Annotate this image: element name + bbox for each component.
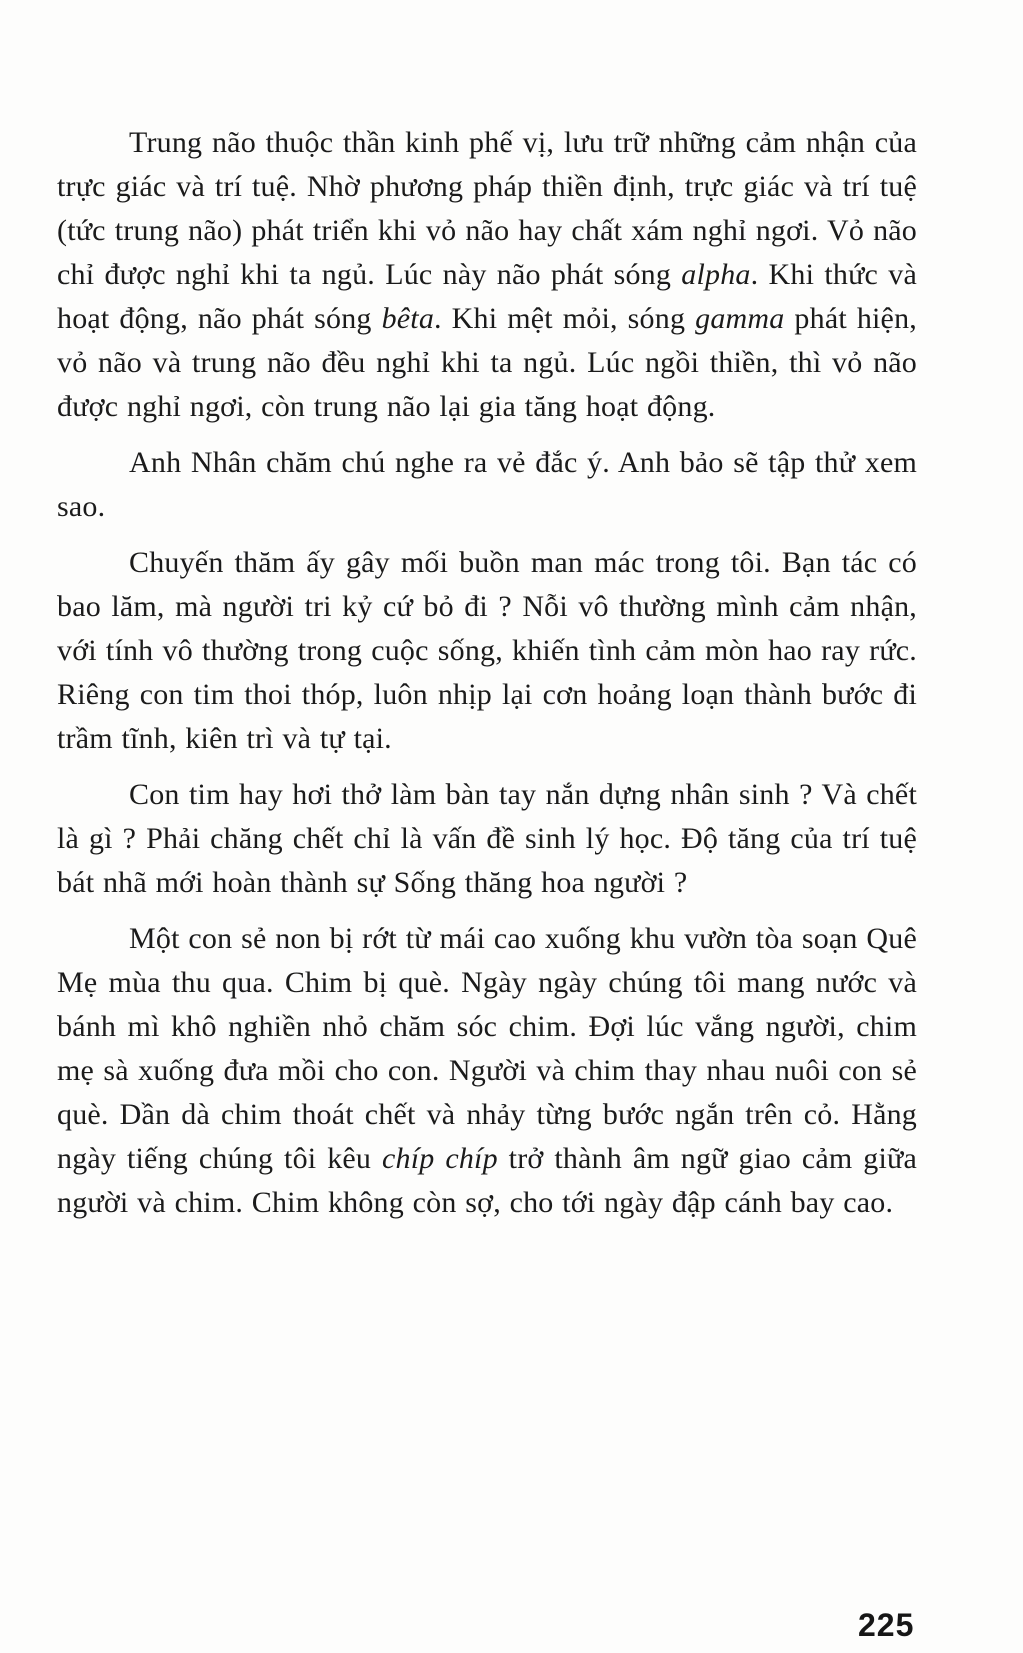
text-run: Con tim hay hơi thở làm bàn tay nắn dựng nhân sinh ? Và chết là gì ? Phải chăng chết chỉ là vấn đề sinh lý học. Độ tăng của trí tuệ bát nhã mới hoàn thành sự Sống thăng hoa người ?: [57, 778, 917, 899]
italic-text-run: alpha: [681, 258, 751, 291]
text-run: Trung não thuộc thần kinh phế vị, lưu trữ những cảm nhận của trực giác và trí tuệ. Nhờ phương pháp thiền định, trực giác và trí tuệ (tức trung não) phát triển khi vỏ não hay chất xám nghỉ ngơi. Vỏ não chỉ được nghỉ khi ta ngủ. Lúc này não phát sóng: [57, 126, 917, 291]
page-body-text: [57, 121, 917, 1225]
page-number: 225: [858, 1607, 915, 1643]
text-run: Một con sẻ non bị rớt từ mái cao xuống khu vườn tòa soạn Quê Mẹ mùa thu qua. Chim bị què. Ngày ngày chúng tôi mang nước và bánh mì khô nghiền nhỏ chăm sóc chim. Đợi lúc vắng người, chim mẹ sà xuống đưa mồi cho con. Người và chim thay nhau nuôi con sẻ què. Dần dà chim thoát chết và nhảy từng bước ngắn trên cỏ. Hằng ngày tiếng chúng tôi kêu: [57, 922, 917, 1175]
paragraph: [57, 441, 917, 529]
text-run: trở thành âm ngữ giao cảm giữa người và chim. Chim không còn sợ, cho tới ngày đập cánh bay cao.: [57, 1142, 917, 1219]
italic-text-run: bêta: [381, 302, 435, 335]
text-run: Anh Nhân chăm chú nghe ra vẻ đắc ý. Anh bảo sẽ tập thử xem sao.: [57, 446, 917, 523]
text-run: . Khi mệt mỏi, sóng: [434, 302, 696, 335]
paragraph: [57, 541, 917, 761]
text-run: Chuyến thăm ấy gây mối buồn man mác trong tôi. Bạn tác có bao lăm, mà người tri kỷ cứ bỏ đi ? Nỗi vô thường mình cảm nhận, với tính vô thường trong cuộc sống, khiến tình cảm mòn hao ray rức. Riêng con tim thoi thóp, luôn nhịp lại cơn hoảng loạn thành bước đi trầm tĩnh, kiên trì và tự tại.: [57, 546, 917, 755]
paragraph: [57, 121, 917, 429]
paragraph: [57, 917, 917, 1225]
paragraph: [57, 773, 917, 905]
text-run: phát hiện, vỏ não và trung não đều nghỉ khi ta ngủ. Lúc ngồi thiền, thì vỏ não được nghỉ ngơi, còn trung não lại gia tăng hoạt động.: [57, 302, 917, 423]
text-run: . Khi thức và hoạt động, não phát sóng: [57, 258, 917, 335]
italic-text-run: gamma: [695, 302, 785, 335]
italic-text-run: chíp chíp: [382, 1142, 498, 1175]
